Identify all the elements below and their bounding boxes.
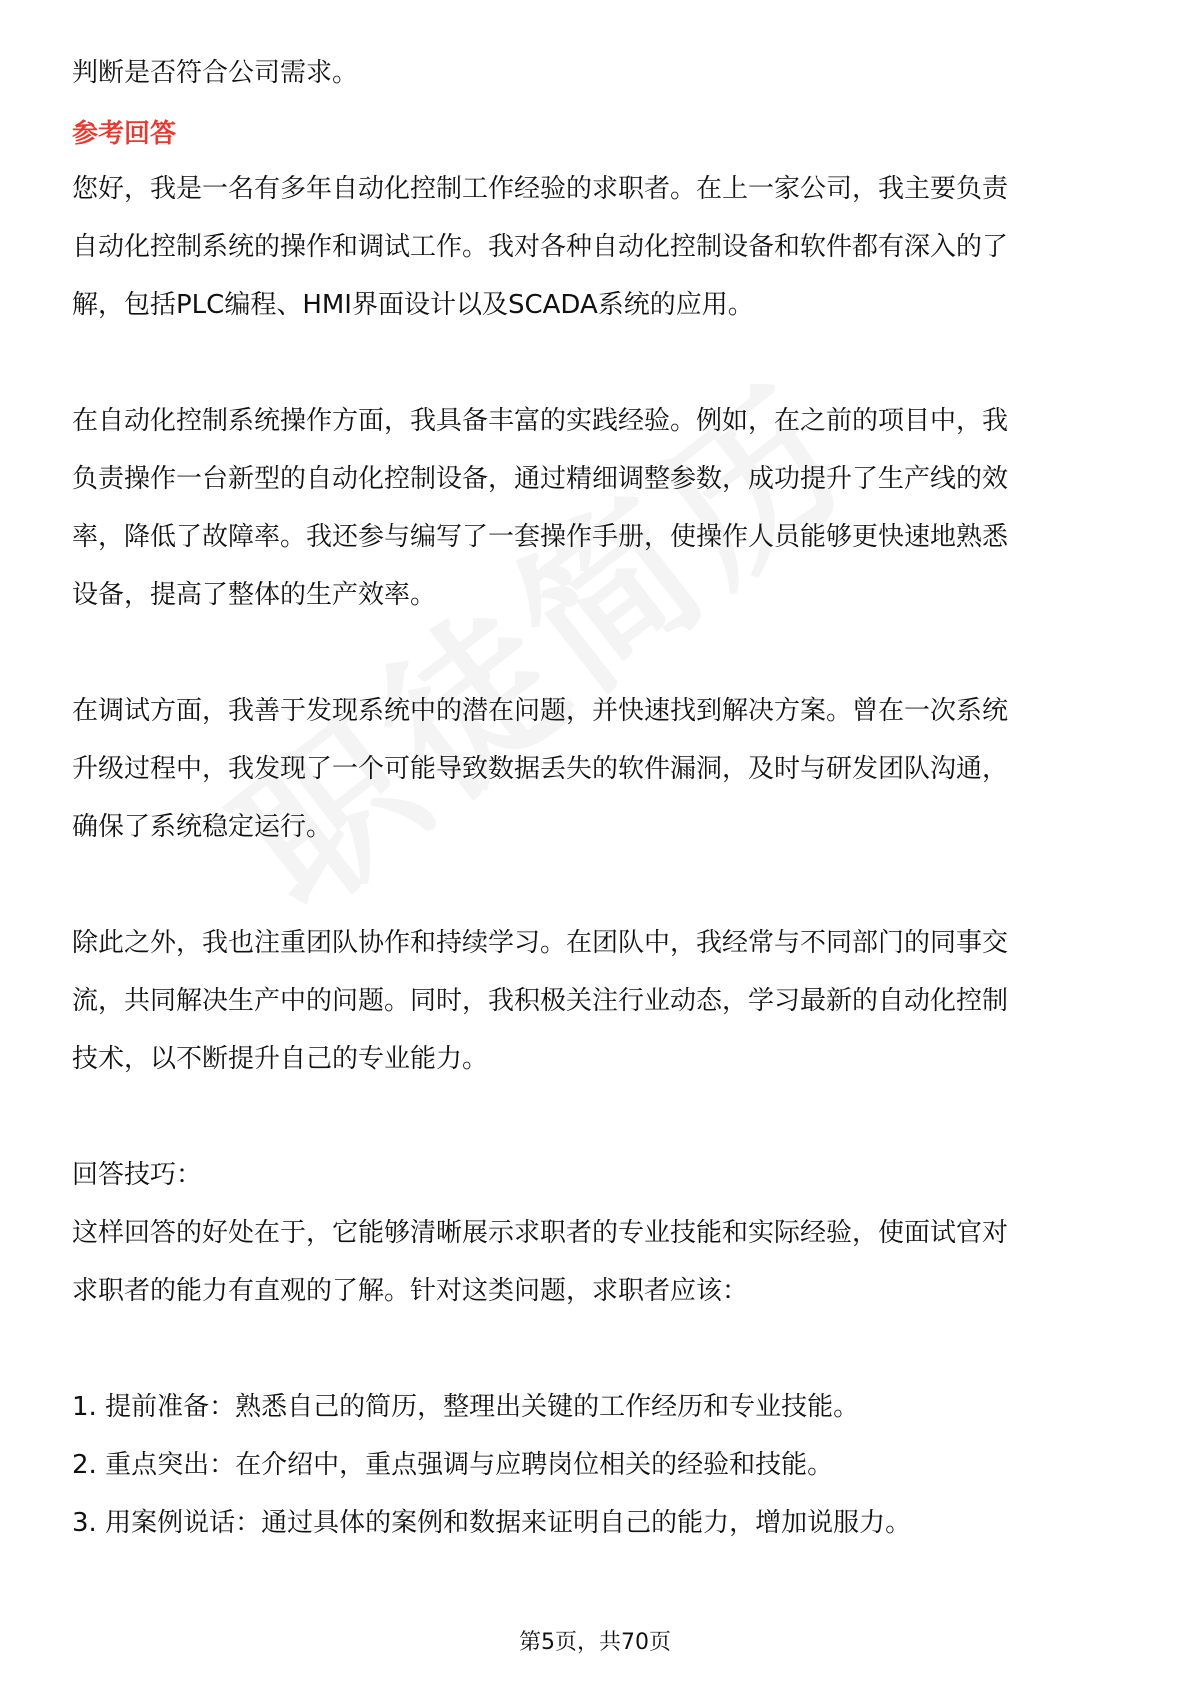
tips-heading: 回答技巧： xyxy=(72,1160,203,1190)
paragraph-2 xyxy=(72,392,1122,624)
paragraph-line: 技术，以不断提升自己的专业能力。 xyxy=(72,1044,489,1074)
paragraph-3 xyxy=(72,682,1122,856)
paragraph-line: 率，降低了故障率。我还参与编写了一套操作手册，使操作人员能够更快速地熟悉 xyxy=(72,522,1009,552)
paragraph-line: 负责操作一台新型的自动化控制设备，通过精细调整参数，成功提升了生产线的效 xyxy=(72,464,1009,494)
paragraph-line: 升级过程中，我发现了一个可能导致数据丢失的软件漏洞，及时与研发团队沟通， xyxy=(72,754,1009,784)
paragraph-line: 自动化控制系统的操作和调试工作。我对各种自动化控制设备和软件都有深入的了 xyxy=(72,232,1009,262)
paragraph-1 xyxy=(72,160,1122,334)
list-item: 1. 提前准备：熟悉自己的简历，整理出关键的工作经历和专业技能。 xyxy=(72,1392,860,1422)
paragraph-line: 在自动化控制系统操作方面，我具备丰富的实践经验。例如，在之前的项目中，我 xyxy=(72,406,1009,436)
paragraph-line: 流，共同解决生产中的问题。同时，我积极关注行业动态，学习最新的自动化控制 xyxy=(72,986,1009,1016)
paragraph-line: 确保了系统稳定运行。 xyxy=(72,812,333,842)
paragraph-line: 除此之外，我也注重团队协作和持续学习。在团队中，我经常与不同部门的同事交 xyxy=(72,928,1009,958)
paragraph-line: 在调试方面，我善于发现系统中的潜在问题，并快速找到解决方案。曾在一次系统 xyxy=(72,696,1009,726)
list-item: 3. 用案例说话：通过具体的案例和数据来证明自己的能力，增加说服力。 xyxy=(72,1508,912,1538)
tips-list xyxy=(72,1378,1122,1552)
paragraph-line: 这样回答的好处在于，它能够清晰展示求职者的专业技能和实际经验，使面试官对 xyxy=(72,1218,1009,1248)
paragraph-line: 求职者的能力有直观的了解。针对这类问题，求职者应该： xyxy=(72,1276,749,1306)
page-number-footer: 第5页，共70页 xyxy=(519,1630,671,1655)
list-item: 2. 重点突出：在介绍中，重点强调与应聘岗位相关的经验和技能。 xyxy=(72,1450,834,1480)
reference-answer-heading: 参考回答 xyxy=(72,119,177,149)
document-body xyxy=(72,44,1122,1552)
paragraph-line: 解，包括PLC编程、HMI界面设计以及SCADA系统的应用。 xyxy=(72,290,754,320)
tips-paragraph xyxy=(72,1204,1122,1320)
paragraph-line: 设备，提高了整体的生产效率。 xyxy=(72,580,437,610)
intro-tail-text: 判断是否符合公司需求。 xyxy=(72,58,359,88)
paragraph-4 xyxy=(72,914,1122,1088)
paragraph-line: 您好，我是一名有多年自动化控制工作经验的求职者。在上一家公司，我主要负责 xyxy=(72,174,1009,204)
